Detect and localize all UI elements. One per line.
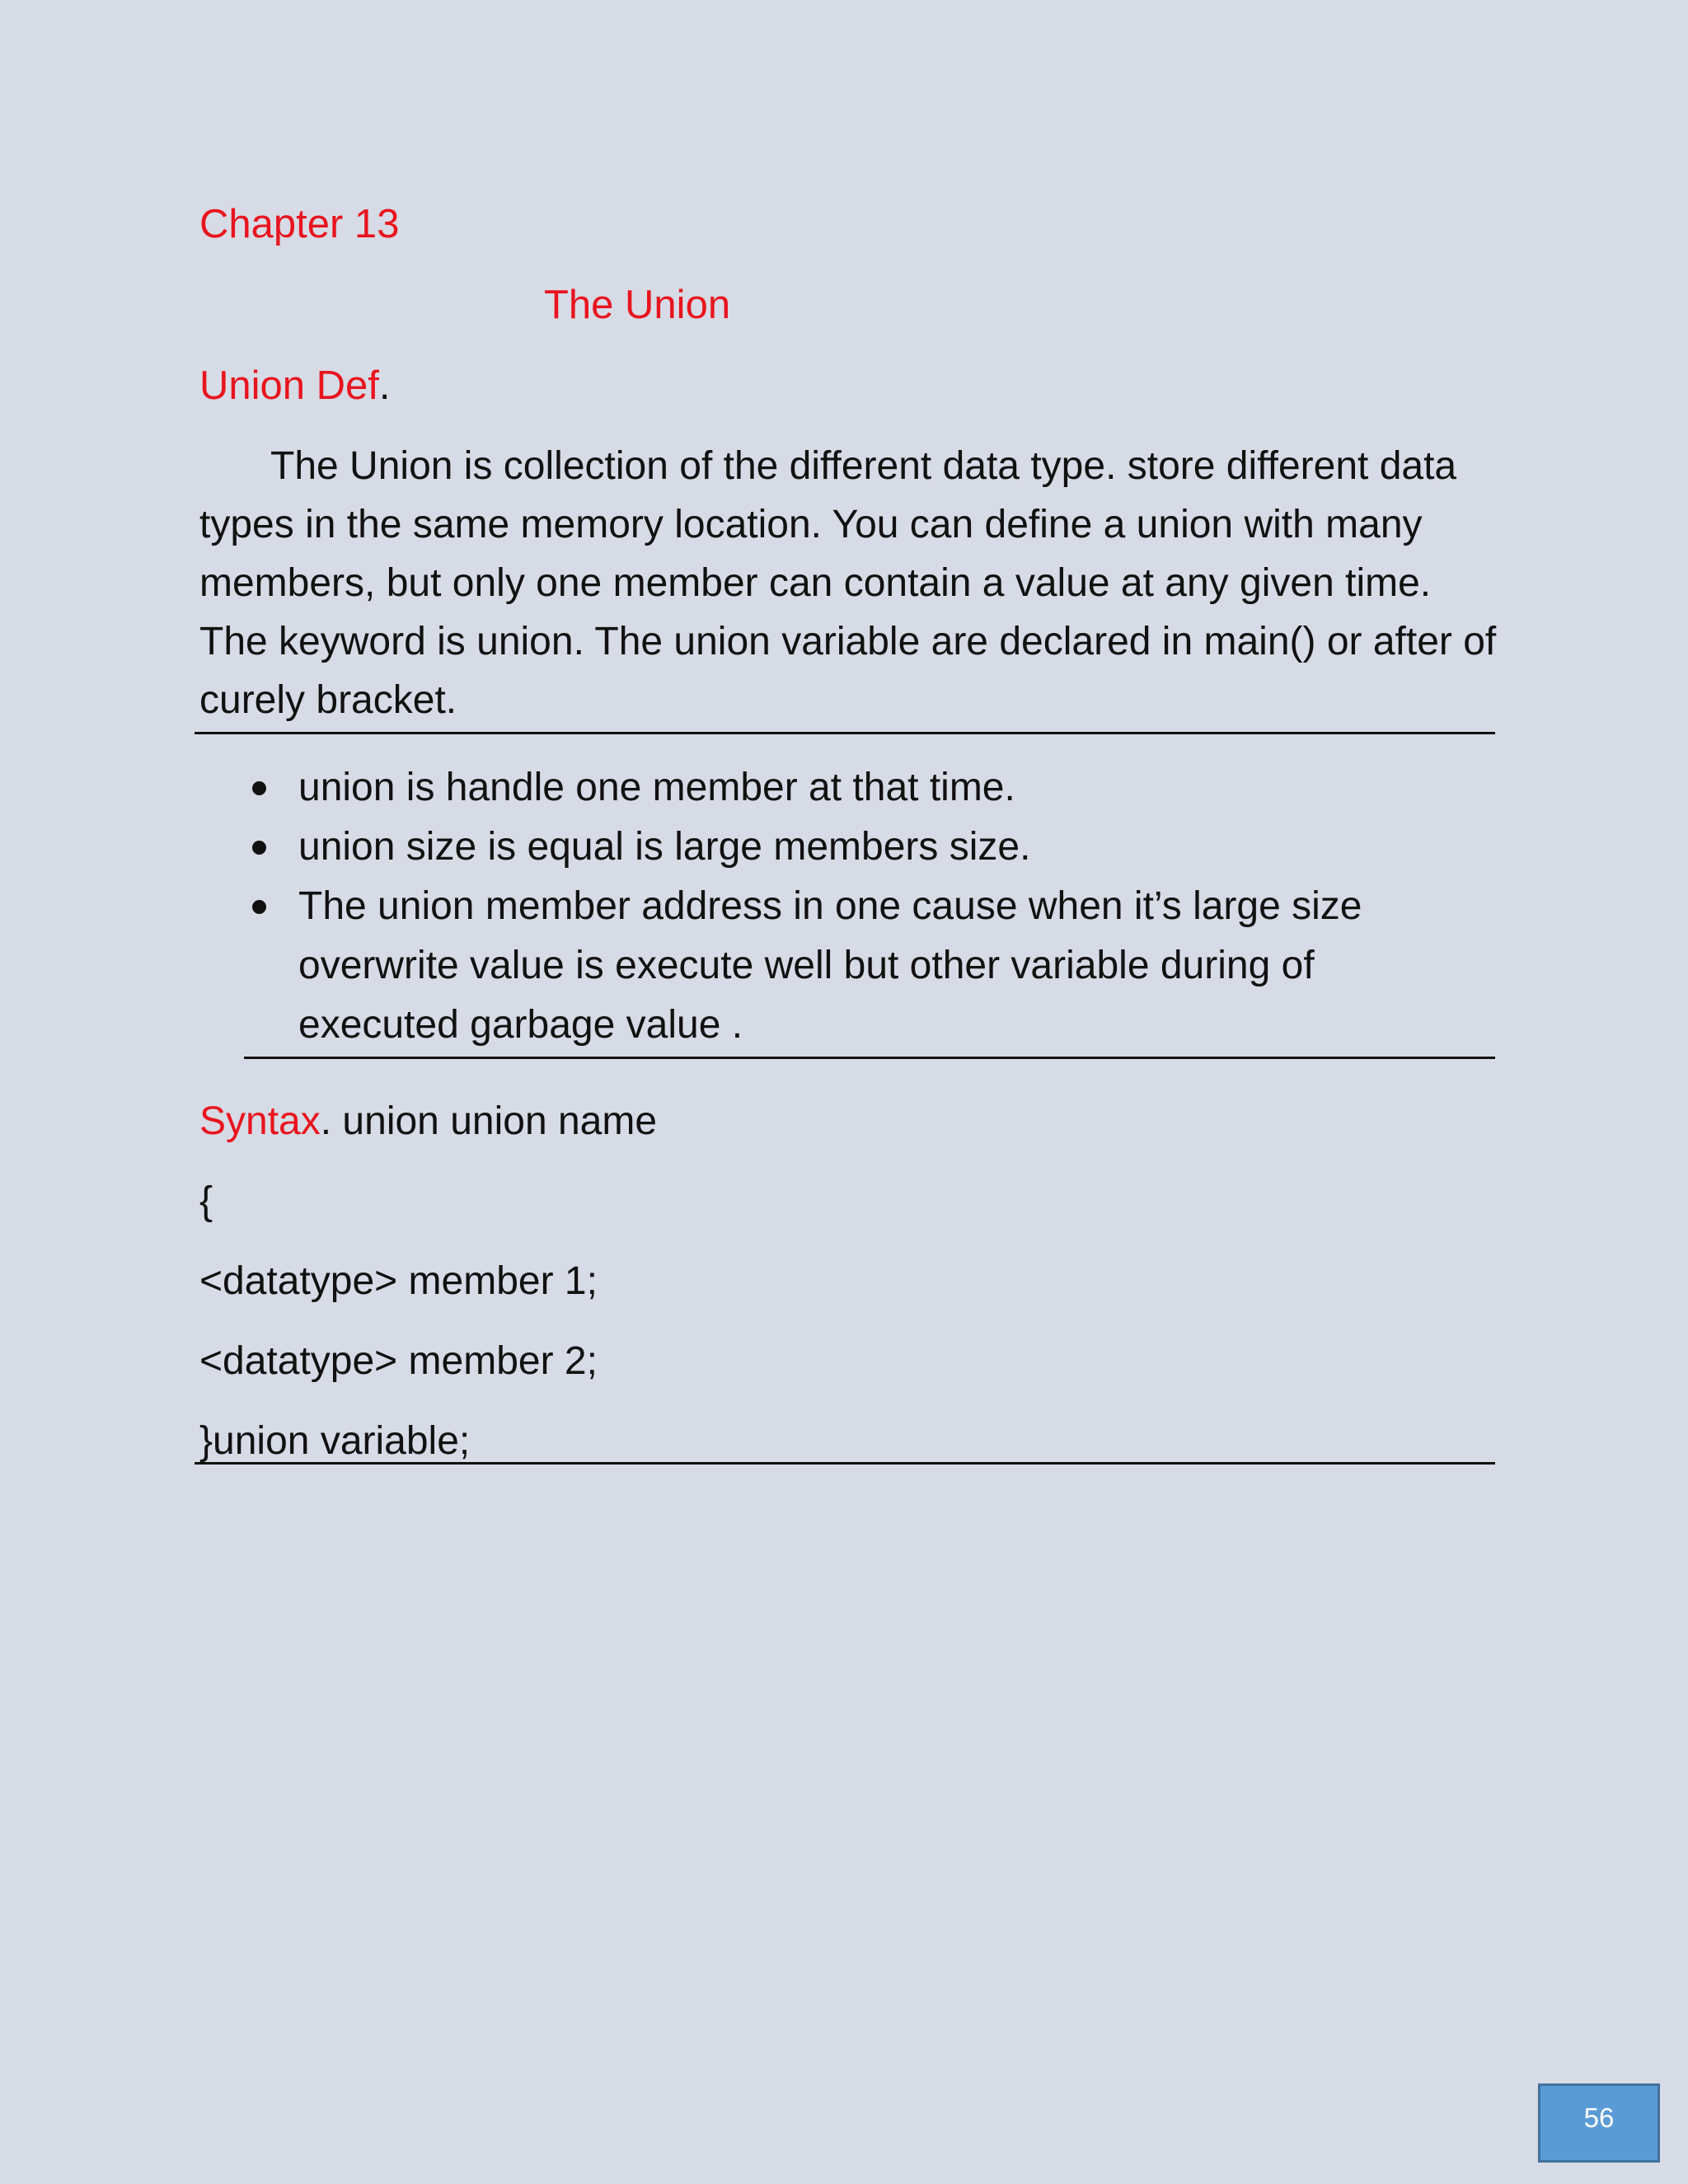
bullet-dot-icon bbox=[252, 841, 266, 855]
paragraph-line: The Union is collection of the different data type. store different data bbox=[270, 444, 1457, 488]
paragraph-line: The keyword is union. The union variable are declared in main() or after of bbox=[199, 620, 1497, 663]
bullet-item bbox=[244, 877, 1497, 1055]
syntax-block bbox=[199, 1081, 657, 1481]
bullet-text: executed garbage value . bbox=[298, 1003, 743, 1047]
syntax-first-line: . union union name bbox=[320, 1099, 658, 1143]
syntax-label: Syntax bbox=[199, 1099, 321, 1143]
bullet-list bbox=[244, 758, 1497, 1055]
page-number-badge bbox=[1538, 2083, 1660, 2163]
bullet-text: The union member address in one cause when it’s large size bbox=[298, 884, 1362, 928]
chapter-label: Chapter 13 bbox=[199, 202, 400, 246]
definition-heading-punct: . bbox=[378, 363, 391, 408]
syntax-line: { bbox=[199, 1179, 213, 1223]
definition-heading-label: Union Def bbox=[199, 363, 379, 408]
paragraph-line: types in the same memory location. You can define a union with many bbox=[199, 503, 1423, 546]
syntax-line: }union variable; bbox=[199, 1419, 471, 1463]
definition-paragraph bbox=[199, 437, 1502, 729]
section-title: The Union bbox=[544, 283, 731, 327]
divider-line bbox=[195, 732, 1495, 734]
divider-line bbox=[195, 1462, 1495, 1465]
bullet-dot-icon bbox=[252, 781, 266, 795]
syntax-line: <datatype> member 1; bbox=[199, 1259, 598, 1303]
paragraph-line: members, but only one member can contain a value at any given time. bbox=[199, 561, 1432, 605]
bullet-item bbox=[244, 758, 1497, 818]
syntax-heading bbox=[199, 1081, 657, 1161]
definition-heading bbox=[199, 359, 391, 412]
bullet-dot-icon bbox=[252, 900, 266, 914]
page-number: 56 bbox=[1583, 2102, 1615, 2133]
bullet-text: overwrite value is execute well but other variable during of bbox=[298, 944, 1315, 987]
bullet-item bbox=[244, 818, 1497, 877]
bullet-text: union is handle one member at that time. bbox=[298, 766, 1015, 809]
bullet-text: union size is equal is large members size. bbox=[298, 825, 1031, 869]
divider-line bbox=[244, 1057, 1495, 1059]
paragraph-line: curely bracket. bbox=[199, 678, 457, 722]
syntax-line: <datatype> member 2; bbox=[199, 1339, 598, 1383]
